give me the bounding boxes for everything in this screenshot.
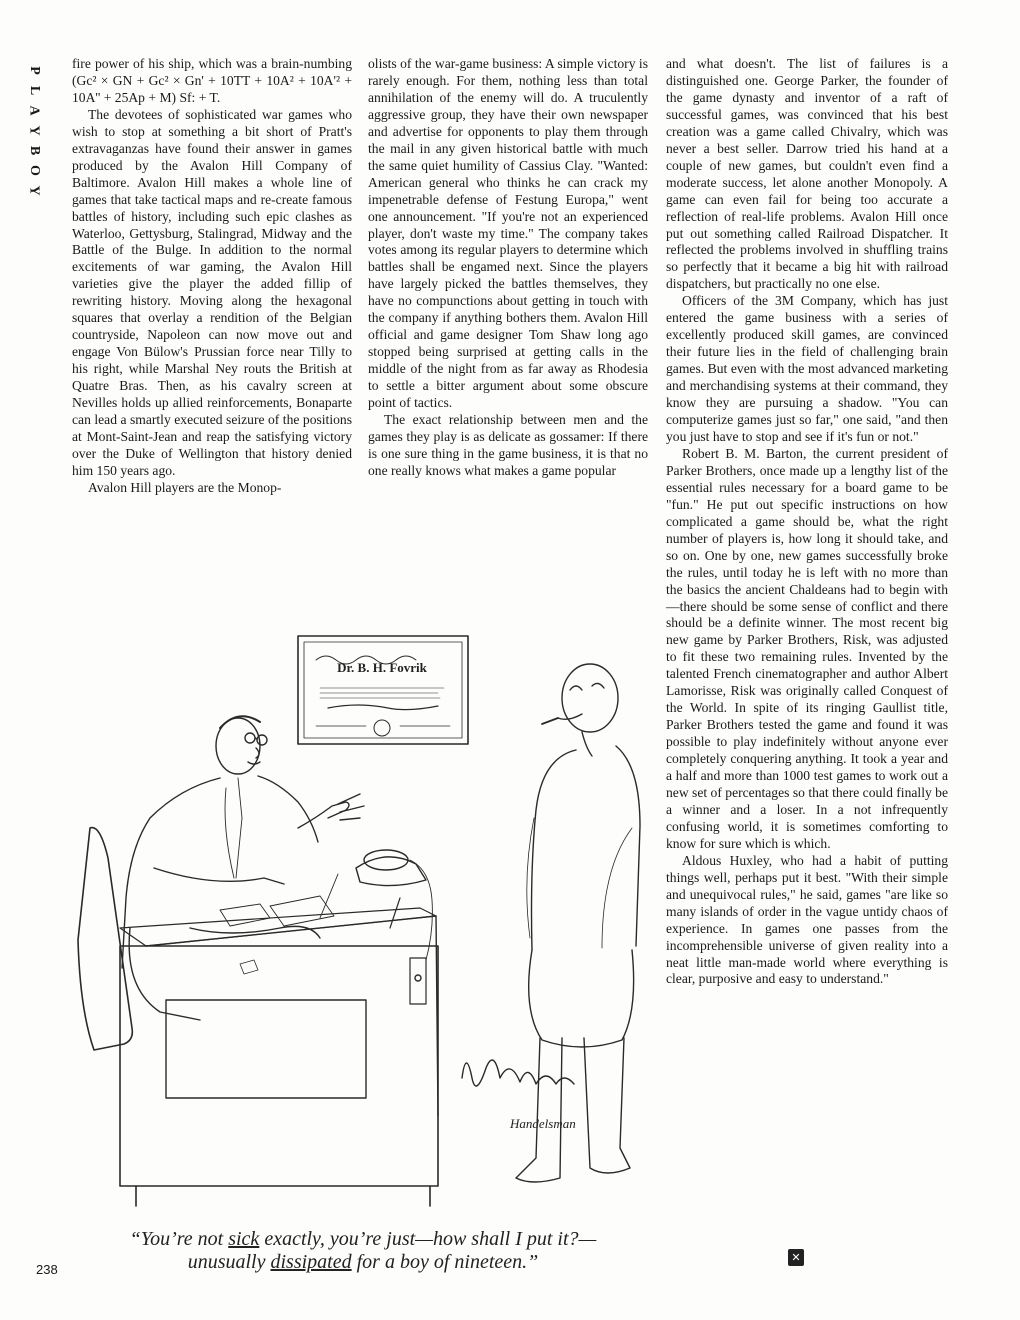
article-paragraph: Avalon Hill players are the Monop- xyxy=(88,479,282,495)
diploma-name: Dr. B. H. Fovrik xyxy=(337,660,427,675)
article-paragraph: and what doesn't. The list of failures is a distinguished one. George Parker, the founder of the game dynasty and inventor of a raft of successful games, was convinced that his best creation was a game called Chivalry, which was never a best seller. Darrow tried his hand at a couple of new games, but couldn't even find a moderate success, let alone another Monopoly. A game can even fail for being too accurate a reflection of real-life problems. Avalon Hill once put out something called Railroad Dispatcher. It reflected the problems involved in shuffling trains so perfectly that it became a big hit with railroad dispatchers, but practically no one else. xyxy=(666,56,948,292)
desk xyxy=(120,874,438,1206)
page-number: 238 xyxy=(36,1262,58,1277)
article-column-3 xyxy=(666,56,948,988)
caption-part-3: for a boy of nineteen.” xyxy=(351,1251,539,1273)
article-paragraph: Officers of the 3M Company, which has just entered the game business with a series of excellently produced skill games, are convinced their future lies in the field of challenging brain games. But even with the most advanced marketing and merchandising systems at their command, they know they are pursuing a shadow. "You can computerize games just so far," one said, "and then you just have to stop and see if it's fun or not." xyxy=(666,293,948,444)
masthead-letter: P xyxy=(27,66,42,76)
masthead-letter: Y xyxy=(27,125,42,137)
article-column-2 xyxy=(368,56,648,480)
cartoon-caption xyxy=(118,1228,608,1274)
caption-part-2: exactly, you’re just—how shall I put it?—unusually xyxy=(187,1228,597,1273)
caption-part-1: “You’re not xyxy=(129,1228,229,1250)
article-paragraph: The exact relationship between men and the games they play is as delicate as gossamer: If there is one sure thing in the game business, it is that no one really knows what makes a game popular xyxy=(368,412,648,478)
masthead-letter: L xyxy=(27,85,42,97)
masthead-letter: O xyxy=(26,165,42,177)
article-paragraph: Robert B. M. Barton, the current president of Parker Brothers, once made up a lengthy list of the essential rules necessary for a board game to be "fun." He put out specific instructions on how complicated a game should be, what the right number of players is, how long it should take, and so on. One by one, new games successfully broke the rules, until today he is left with no more than the basics the ancient Chaldeans had to begin with—there should be some sense of conflict and there should be a definite winner. The most recent big new game by Parker Brothers, Risk, was adjusted to fit these two remaining rules. Invented by the talented French cinematographer and author Albert Lamorisse, Risk was originally called Conquest of the World. In spite of its ringing Gaullist title, Parker Brothers tested the game and found it was possible to play indefinitely without anyone ever completely conquering anything. It took a year and a half and more than 1000 test games to work out a new set of percentages so that there could finally be a winner and a loser. In a not infrequently confusing world, it is sometimes comforting to know for sure which is which. xyxy=(666,445,948,851)
playboy-bunny-end-mark: ✕ xyxy=(788,1249,804,1266)
patient-figure xyxy=(516,664,640,1182)
caption-underlined-word-2: dissipated xyxy=(270,1251,352,1273)
doctor-figure xyxy=(122,716,364,1020)
masthead-playboy xyxy=(22,62,46,200)
masthead-letter: Y xyxy=(27,185,42,197)
article-paragraph: fire power of his ship, which was a brain-numbing (Gc² × GN + Gc² × Gn' + 10TT + 10A² + 10A'² + 10A'' + 25Ap + M) Sf: + T. xyxy=(72,56,352,105)
article-paragraph: The devotees of sophisticated war games who wish to stop at something a bit short of Pratt's extravaganzas have found their answer in games produced by the Avalon Hill Company of Baltimore. Avalon Hill makes a whole line of games that take tactical maps and re-create famous battles of history, including such epic clashes as Waterloo, Gettysburg, Stalingrad, Midway and the Battle of the Bulge. In addition to the normal excitements of war gaming, the Avalon Hill varieties give the player the added fillip of rewriting history. Moving along the hexagonal squares that overlay a rendition of the Belgian countryside, Napoleon can now move out and engage Von Bülow's Prussian force near Tilly to his right, while Marshal Ney routs the British at Quatre Bras. Then, as his cavalry screen at Nevilles holds up allied reinforcements, Bonaparte can lead a smartly executed seizure of the positions at Mont-Saint-Jean and reap the satisfying victory over the Duke of Wellington that history denied him 150 years ago. xyxy=(72,106,352,478)
article-paragraph: Aldous Huxley, who had a habit of putting things well, perhaps put it best. "With their simple and unequivocal rules," he said, games "are like so many islands of order in the vague untidy chaos of experience. In games one passes from the incomprehensible universe of given reality into a neat little man-made world where everything is clear, purposive and easy to understand." xyxy=(666,852,948,987)
masthead-letter: B xyxy=(27,145,42,157)
article-paragraph: olists of the war-game business: A simple victory is rarely enough. For them, nothing less than total annihilation of the enemy will do. A truculently aggressive group, they have their own newspaper and advertise for opponents to play them through the mail in any given historical battle with much the same quiet humility of Cassius Clay. "Wanted: American general who thinks he can crack my impenetrable defense of Festung Europa," went one announcement. "If you're not an experienced player, don't waste my time." The company takes votes among its regular players to determine which battles shall be engamed next. Since the players have largely picked the battles themselves, they have no compunctions about getting in touch with the company if anything bothers them. Avalon Hill official and game designer Tom Shaw long ago stopped being surprised at getting calls in the middle of the night from as far away as Rhodesia to settle a bitter argument about some obscure point of tactics. xyxy=(368,56,648,411)
masthead-letter: A xyxy=(27,105,42,117)
diploma-frame xyxy=(298,636,468,744)
caption-underlined-word-1: sick xyxy=(228,1228,260,1250)
cartoon-illustration xyxy=(70,628,645,1223)
article-column-1 xyxy=(72,56,352,497)
cartoonist-signature: Handelsman xyxy=(510,1116,576,1131)
